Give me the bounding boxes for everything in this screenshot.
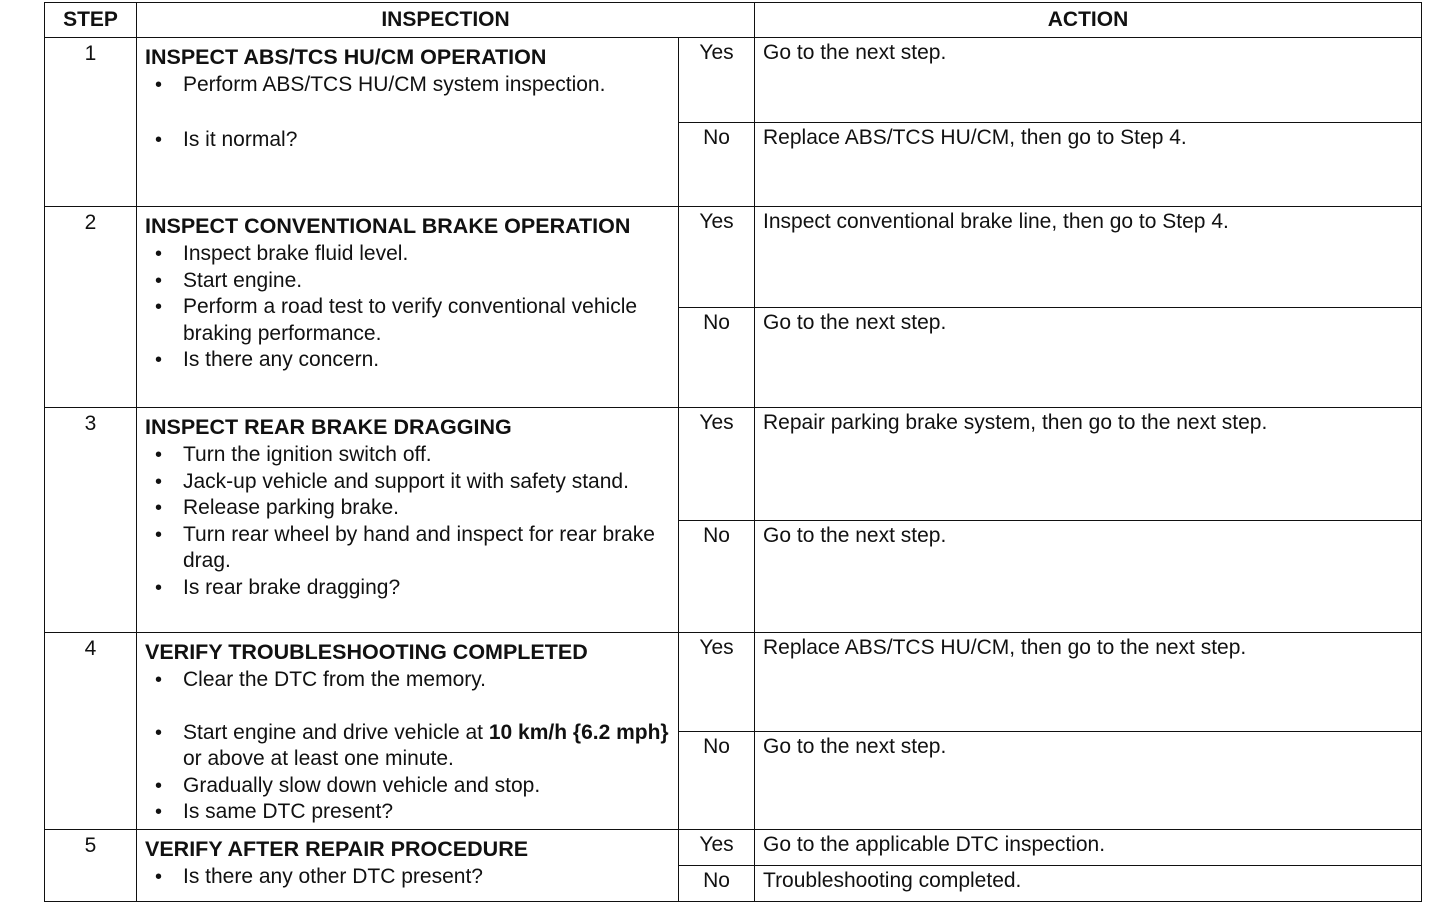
step-number: 2 xyxy=(45,207,137,408)
inspection-cell xyxy=(137,408,679,633)
inspection-cell xyxy=(137,830,679,902)
bullet-item: • Is rear brake dragging? xyxy=(145,575,670,602)
header-action: ACTION xyxy=(755,3,1422,38)
yes-label: Yes xyxy=(679,207,755,308)
yes-label: Yes xyxy=(679,38,755,123)
header-step: STEP xyxy=(45,3,137,38)
bullet-item: • Jack-up vehicle and support it with safety stand. xyxy=(145,469,670,496)
inspection-title: INSPECT ABS/TCS HU/CM OPERATION xyxy=(145,45,547,69)
yes-action: Inspect conventional brake line, then go to Step 4. xyxy=(755,207,1422,308)
yes-action: Go to the next step. xyxy=(755,38,1422,123)
yes-label: Yes xyxy=(679,830,755,866)
bullet-item: • Inspect brake fluid level. xyxy=(145,241,670,268)
yes-action: Replace ABS/TCS HU/CM, then go to the next step. xyxy=(755,633,1422,732)
no-label: No xyxy=(679,307,755,408)
bullet-text: or above at least one minute. xyxy=(183,747,454,770)
bullet-item: • Is there any concern. xyxy=(145,347,670,374)
yes-label: Yes xyxy=(679,633,755,732)
speed-value: 10 km/h {6.2 mph} xyxy=(488,720,669,744)
step-1-yes-row xyxy=(45,38,1422,123)
step-3-yes-row xyxy=(45,408,1422,521)
inspection-title: INSPECT CONVENTIONAL BRAKE OPERATION xyxy=(145,214,631,238)
no-label: No xyxy=(679,122,755,207)
bullet-item-speed xyxy=(145,720,670,773)
inspection-bullets xyxy=(145,241,670,374)
bullet-item: • Gradually slow down vehicle and stop. xyxy=(145,773,670,800)
no-label: No xyxy=(679,520,755,633)
bullet-item: • Is there any other DTC present? xyxy=(145,864,670,891)
inspection-bullets xyxy=(145,442,670,601)
bullet-item: • Turn rear wheel by hand and inspect for rear brake drag. xyxy=(145,522,670,575)
inspection-title: VERIFY AFTER REPAIR PROCEDURE xyxy=(145,837,529,861)
bullet-item: • Clear the DTC from the memory. xyxy=(145,667,670,694)
inspection-cell xyxy=(137,633,679,830)
inspection-bullets xyxy=(145,667,670,826)
yes-label: Yes xyxy=(679,408,755,521)
step-number: 3 xyxy=(45,408,137,633)
step-2-yes-row xyxy=(45,207,1422,308)
header-row xyxy=(45,3,1422,38)
yes-action: Repair parking brake system, then go to the next step. xyxy=(755,408,1422,521)
bullet-item: • Is it normal? xyxy=(145,127,670,154)
bullet-item: • Perform a road test to verify conventional vehicle braking performance. xyxy=(145,294,670,347)
bullet-item: • Is same DTC present? xyxy=(145,799,670,826)
troubleshooting-table xyxy=(44,2,1422,902)
step-4-yes-row xyxy=(45,633,1422,732)
inspection-cell xyxy=(137,207,679,408)
inspection-title: INSPECT REAR BRAKE DRAGGING xyxy=(145,415,512,439)
step-number: 5 xyxy=(45,830,137,902)
bullet-item: • Release parking brake. xyxy=(145,495,670,522)
step-5-yes-row xyxy=(45,830,1422,866)
inspection-bullets xyxy=(145,864,670,891)
bullet-item: • Start engine. xyxy=(145,268,670,295)
no-action: Go to the next step. xyxy=(755,520,1422,633)
bullet-text: Start engine and drive vehicle at xyxy=(183,720,489,744)
yes-action: Go to the applicable DTC inspection. xyxy=(755,830,1422,866)
inspection-title: VERIFY TROUBLESHOOTING COMPLETED xyxy=(145,640,588,664)
inspection-bullets xyxy=(145,72,670,153)
no-label: No xyxy=(679,731,755,830)
step-number: 1 xyxy=(45,38,137,207)
inspection-cell xyxy=(137,38,679,207)
no-action: Go to the next step. xyxy=(755,731,1422,830)
bullet-item: • Perform ABS/TCS HU/CM system inspection. xyxy=(145,72,670,99)
no-action: Troubleshooting completed. xyxy=(755,866,1422,902)
header-inspection: INSPECTION xyxy=(137,3,755,38)
no-action: Replace ABS/TCS HU/CM, then go to Step 4. xyxy=(755,122,1422,207)
step-number: 4 xyxy=(45,633,137,830)
no-action: Go to the next step. xyxy=(755,307,1422,408)
no-label: No xyxy=(679,866,755,902)
bullet-item: • Turn the ignition switch off. xyxy=(145,442,670,469)
